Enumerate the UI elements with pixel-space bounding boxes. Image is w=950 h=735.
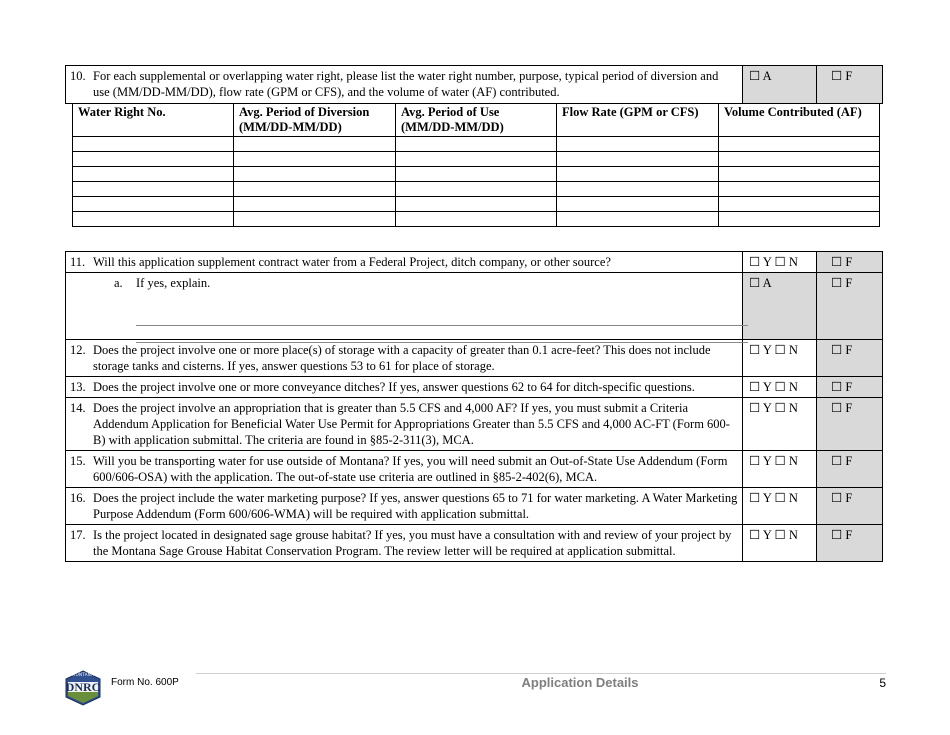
table-cell[interactable] [719,152,880,167]
table-cell[interactable] [73,197,234,212]
form-number: Form No. 600P [111,677,179,688]
q11-f-checkbox[interactable]: ☐ F [817,252,883,273]
table-cell[interactable] [73,137,234,152]
question-12-row [66,340,883,377]
question-text: Does the project involve one or more conveyance ditches? If yes, answer questions 62 to 64 for ditch-specific questions. [93,380,695,394]
table-cell[interactable] [73,182,234,197]
table-cell[interactable] [396,137,557,152]
question-text: For each supplemental or overlapping water right, please list the water right number, purpose, typical period of diversion and use (MM/DD-MM/DD), flow rate (GPM or CFS), and the volume of water (AF) contributed. [93,69,719,99]
table-cell[interactable] [396,152,557,167]
water-rights-table [72,103,880,227]
question-text: Does the project involve an appropriation that is greater than 5.5 CFS and 4,000 AF? If yes, you must submit a Criteria Addendum Application for Beneficial Water Use Permit for Appropriations Greater than 5.5 CFS and 4,000 AC-FT (Form 600-B) with application submittal. The criteria are found in §85-2-311(3), MCA. [93,401,730,447]
q11a-a-checkbox[interactable]: ☐ A [743,273,817,340]
col-header: Volume Contributed (AF) [719,104,880,137]
question-17-row [66,525,883,562]
question-number: 14. [70,401,86,415]
sub-question-label: a. [114,276,123,290]
q15-f-checkbox[interactable]: ☐ F [817,451,883,488]
q14-f-checkbox[interactable]: ☐ F [817,398,883,451]
table-cell[interactable] [719,137,880,152]
q16-yes-no-checkbox[interactable]: ☐ Y ☐ N [743,488,817,525]
table-cell[interactable] [557,167,719,182]
q17-yes-no-checkbox[interactable]: ☐ Y ☐ N [743,525,817,562]
table-cell[interactable] [396,167,557,182]
table-row [73,167,880,182]
explain-answer-line-1[interactable] [136,325,748,326]
table-cell[interactable] [557,182,719,197]
table-cell[interactable] [234,212,396,227]
table-cell[interactable] [396,182,557,197]
table-row [73,197,880,212]
q13-f-checkbox[interactable]: ☐ F [817,377,883,398]
table-cell[interactable] [719,167,880,182]
table-cell[interactable] [73,212,234,227]
footer-divider [196,673,886,674]
q13-yes-no-checkbox[interactable]: ☐ Y ☐ N [743,377,817,398]
table-row [73,152,880,167]
table-header-row [73,104,880,137]
table-cell[interactable] [396,212,557,227]
table-cell[interactable] [719,182,880,197]
q10-f-checkbox[interactable]: ☐ F [817,66,883,104]
table-row [73,212,880,227]
explain-answer-line-2[interactable] [136,342,748,343]
footer-section-title: Application Details [521,675,639,690]
question-14-row [66,398,883,451]
sub-question-text: If yes, explain. [136,276,211,290]
logo-top-text: MONTANA [71,672,95,677]
q12-yes-no-checkbox[interactable]: ☐ Y ☐ N [743,340,817,377]
q10-a-checkbox[interactable]: ☐ A [743,66,817,104]
question-15-row [66,451,883,488]
table-cell[interactable] [73,167,234,182]
col-header: Flow Rate (GPM or CFS) [557,104,719,137]
question-11-row [66,252,883,273]
q12-f-checkbox[interactable]: ☐ F [817,340,883,377]
table-cell[interactable] [557,152,719,167]
question-number: 12. [70,343,86,357]
table-cell[interactable] [557,197,719,212]
questions-table [65,251,883,562]
q17-f-checkbox[interactable]: ☐ F [817,525,883,562]
table-row [73,182,880,197]
logo-text: DNRC [65,680,101,694]
question-number: 15. [70,454,86,468]
table-cell[interactable] [234,167,396,182]
question-13-row [66,377,883,398]
table-row [73,137,880,152]
q11a-f-checkbox[interactable]: ☐ F [817,273,883,340]
table-cell[interactable] [73,152,234,167]
dnrc-logo [64,670,102,706]
col-header: Avg. Period of Use (MM/DD-MM/DD) [396,104,557,137]
question-number: 17. [70,528,86,542]
table-cell[interactable] [396,197,557,212]
q14-yes-no-checkbox[interactable]: ☐ Y ☐ N [743,398,817,451]
table-cell[interactable] [557,212,719,227]
table-cell[interactable] [719,197,880,212]
col-header: Water Right No. [73,104,234,137]
table-cell[interactable] [234,152,396,167]
table-cell[interactable] [234,182,396,197]
question-text: Will you be transporting water for use outside of Montana? If yes, you will need submit an Out-of-State Use Addendum (Form 600/606-OSA) with the application. The out-of-state use criteria are outlined in §85-2-402(6), MCA. [93,454,728,484]
question-16-row [66,488,883,525]
q16-f-checkbox[interactable]: ☐ F [817,488,883,525]
table-cell[interactable] [719,212,880,227]
question-number: 10. [70,69,86,83]
q15-yes-no-checkbox[interactable]: ☐ Y ☐ N [743,451,817,488]
table-cell[interactable] [234,137,396,152]
table-cell[interactable] [557,137,719,152]
question-number: 11. [70,255,86,269]
question-text: Will this application supplement contract water from a Federal Project, ditch company, or other source? [93,255,611,269]
question-number: 16. [70,491,86,505]
question-text: Does the project include the water marketing purpose? If yes, answer questions 65 to 71 for water marketing. A Water Marketing Purpose Addendum (Form 600/606-WMA) will be required with application submittal. [93,491,738,521]
page-number: 5 [879,676,886,690]
question-11a-row [66,273,883,340]
question-text: Is the project located in designated sage grouse habitat? If yes, you must have a consultation with and review of your project by the Montana Sage Grouse Habitat Conservation Program. The review letter will be required at application submittal. [93,528,732,558]
question-number: 13. [70,380,86,394]
question-10-table [65,65,883,104]
question-text: Does the project involve one or more place(s) of storage with a capacity of greater than 0.1 acre-feet? This does not include storage tanks and cisterns. If yes, answer questions 53 to 61 for place of storage. [93,343,711,373]
table-cell[interactable] [234,197,396,212]
q11-yes-no-checkbox[interactable]: ☐ Y ☐ N [743,252,817,273]
col-header: Avg. Period of Diversion (MM/DD-MM/DD) [234,104,396,137]
